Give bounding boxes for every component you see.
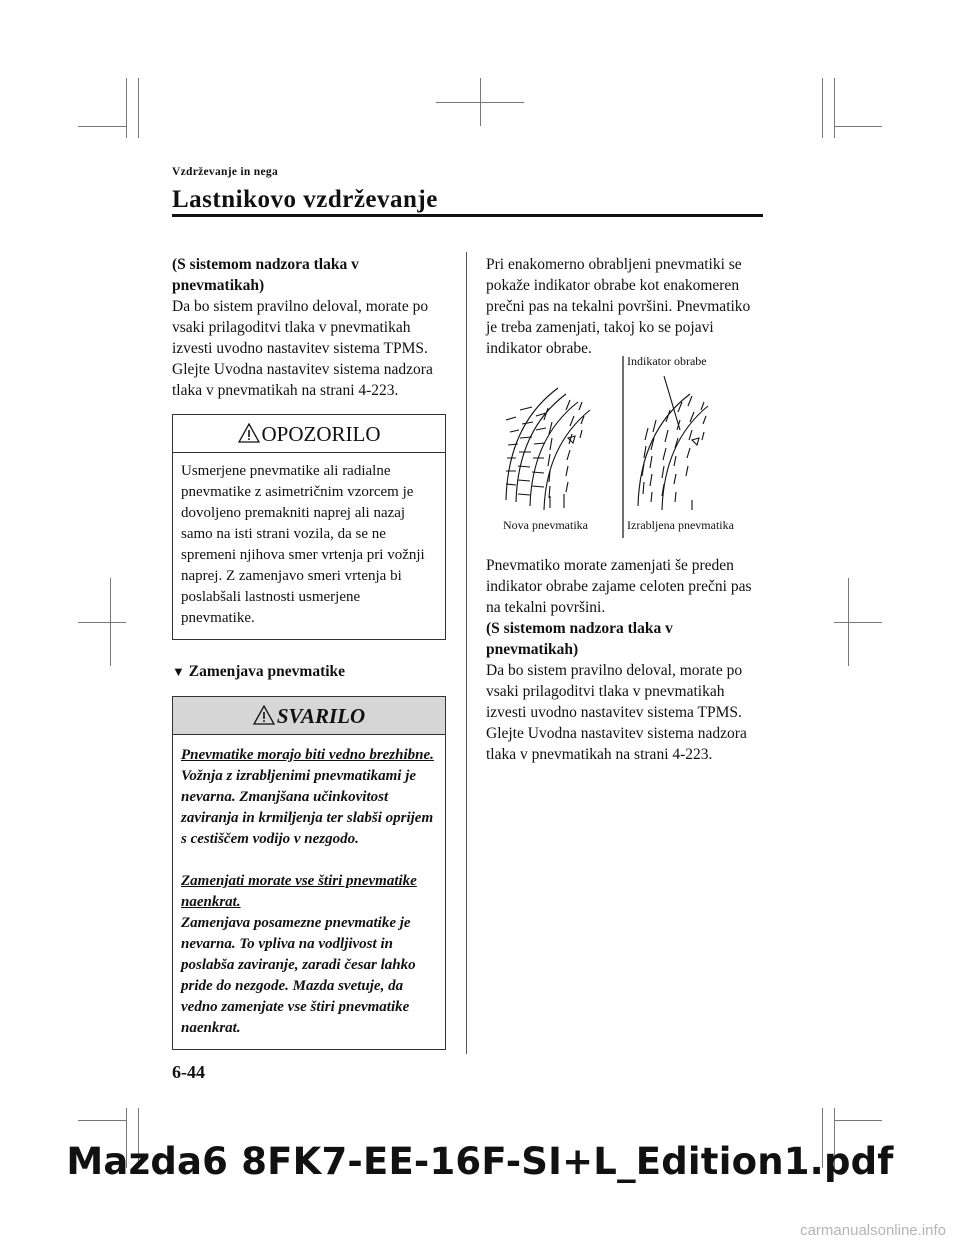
replace-heading-row	[172, 661, 446, 682]
crop-mark	[834, 126, 882, 127]
page-number: 6-44	[172, 1062, 205, 1082]
new-tire-drawing	[506, 388, 590, 510]
svarilo-header	[173, 697, 445, 735]
svarilo-p2-title: Zamenjati morate vse štiri pnevmatike naenkrat.	[181, 873, 417, 910]
svarilo-p2-text: Zamenjava posamezne pnevmatike je nevarna. To vpliva na vodljivost in poslabša zaviranje, zaradi česar lahko pride do nezgode. Mazda svetuje, da vedno zamenjate vse štiri pnevmatike naenkrat.	[181, 915, 416, 1036]
header-rule	[172, 214, 763, 217]
opozorilo-title: OPOZORILO	[261, 422, 381, 446]
indicator-label: Indikator obrabe	[627, 354, 707, 368]
worn-tire-label: Izrabljena pnevmatika	[627, 518, 734, 532]
opozorilo-text: Usmerjene pnevmatike ali radialne pnevmatike z asimetričnim vzorcem je dovoljeno premakniti naprej ali nazaj samo na isti strani vozila, da se ne spremeni njihova smer vrtenja pri vožnji naprej. Z zamenjavo smeri vrtenja bi poslabšali lastnosti usmerjene pnevmatike.	[181, 463, 425, 626]
left-column	[172, 254, 446, 1050]
down-triangle-bullet-icon: ▼	[172, 664, 185, 679]
page-title: Lastnikovo vzdrževanje	[172, 186, 438, 213]
new-tire-label: Nova pnevmatika	[503, 518, 588, 532]
svarilo-box	[172, 696, 446, 1050]
svarilo-p1-title: Pnevmatike morajo biti vedno brezhibne.	[181, 747, 434, 763]
crop-mark	[436, 102, 524, 103]
warning-triangle-icon	[253, 705, 275, 725]
section-label: Vzdrževanje in nega	[172, 166, 278, 178]
warning-triangle-icon	[238, 423, 260, 443]
right-column	[486, 254, 762, 359]
svarilo-title: SVARILO	[276, 704, 366, 728]
tpms-text-right: Da bo sistem pravilno deloval, morate po vsaki prilagoditvi tlaka v pnevmatikah izvesti uvodno nastavitev sistema TPMS. Glejte Uvodna nastavitev sistema nadzora tlaka v pnevmatikah na strani 4-223.	[486, 662, 747, 763]
tread-figure	[486, 350, 762, 538]
crop-mark	[78, 1120, 126, 1121]
right-column-lower	[486, 555, 762, 765]
tpms-heading: (S sistemom nadzora tlaka v pnevmatikah)	[172, 256, 359, 294]
crop-mark	[138, 78, 139, 138]
crop-mark	[834, 1120, 882, 1121]
opozorilo-box	[172, 414, 446, 640]
svarilo-p1-text: Vožnja z izrabljenimi pnevmatikami je nevarna. Zmanjšana učinkovitost zaviranja in krmiljenja ter slabši oprijem s cestiščem vodijo v nezgodo.	[181, 768, 434, 847]
svarilo-body	[173, 735, 445, 1049]
crop-mark	[822, 78, 823, 138]
tpms-heading-right: (S sistemom nadzora tlaka v pnevmatikah)	[486, 620, 673, 658]
replace-before: Pnevmatiko morate zamenjati še preden indikator obrabe zajame celoten prečni pas na tekalni površini.	[486, 557, 752, 616]
worn-tire-drawing	[638, 376, 708, 510]
crop-mark	[834, 622, 882, 623]
crop-mark	[834, 78, 835, 138]
replace-heading: Zamenjava pnevmatike	[188, 663, 346, 680]
wear-intro: Pri enakomerno obrabljeni pnevmatiki se pokaže indikator obrabe kot enakomeren prečni pas na tekalni površini. Pnevmatiko je treba zamenjati, takoj ko se pojavi indikator obrabe.	[486, 256, 751, 357]
crop-mark	[78, 126, 126, 127]
crop-mark	[126, 78, 127, 138]
column-divider	[466, 252, 467, 1054]
tpms-text: Da bo sistem pravilno deloval, morate po vsaki prilagoditvi tlaka v pnevmatikah izvesti uvodno nastavitev sistema TPMS. Glejte Uvodna nastavitev sistema nadzora tlaka v pnevmatikah na strani 4-223.	[172, 298, 433, 399]
tread-illustration	[486, 350, 762, 538]
footer-filename: Mazda6 8FK7-EE-16F-SI+L_Edition1.pdf	[66, 1140, 894, 1183]
crop-mark	[78, 622, 126, 623]
watermark: carmanualsonline.info	[800, 1222, 946, 1239]
opozorilo-header	[173, 415, 445, 453]
